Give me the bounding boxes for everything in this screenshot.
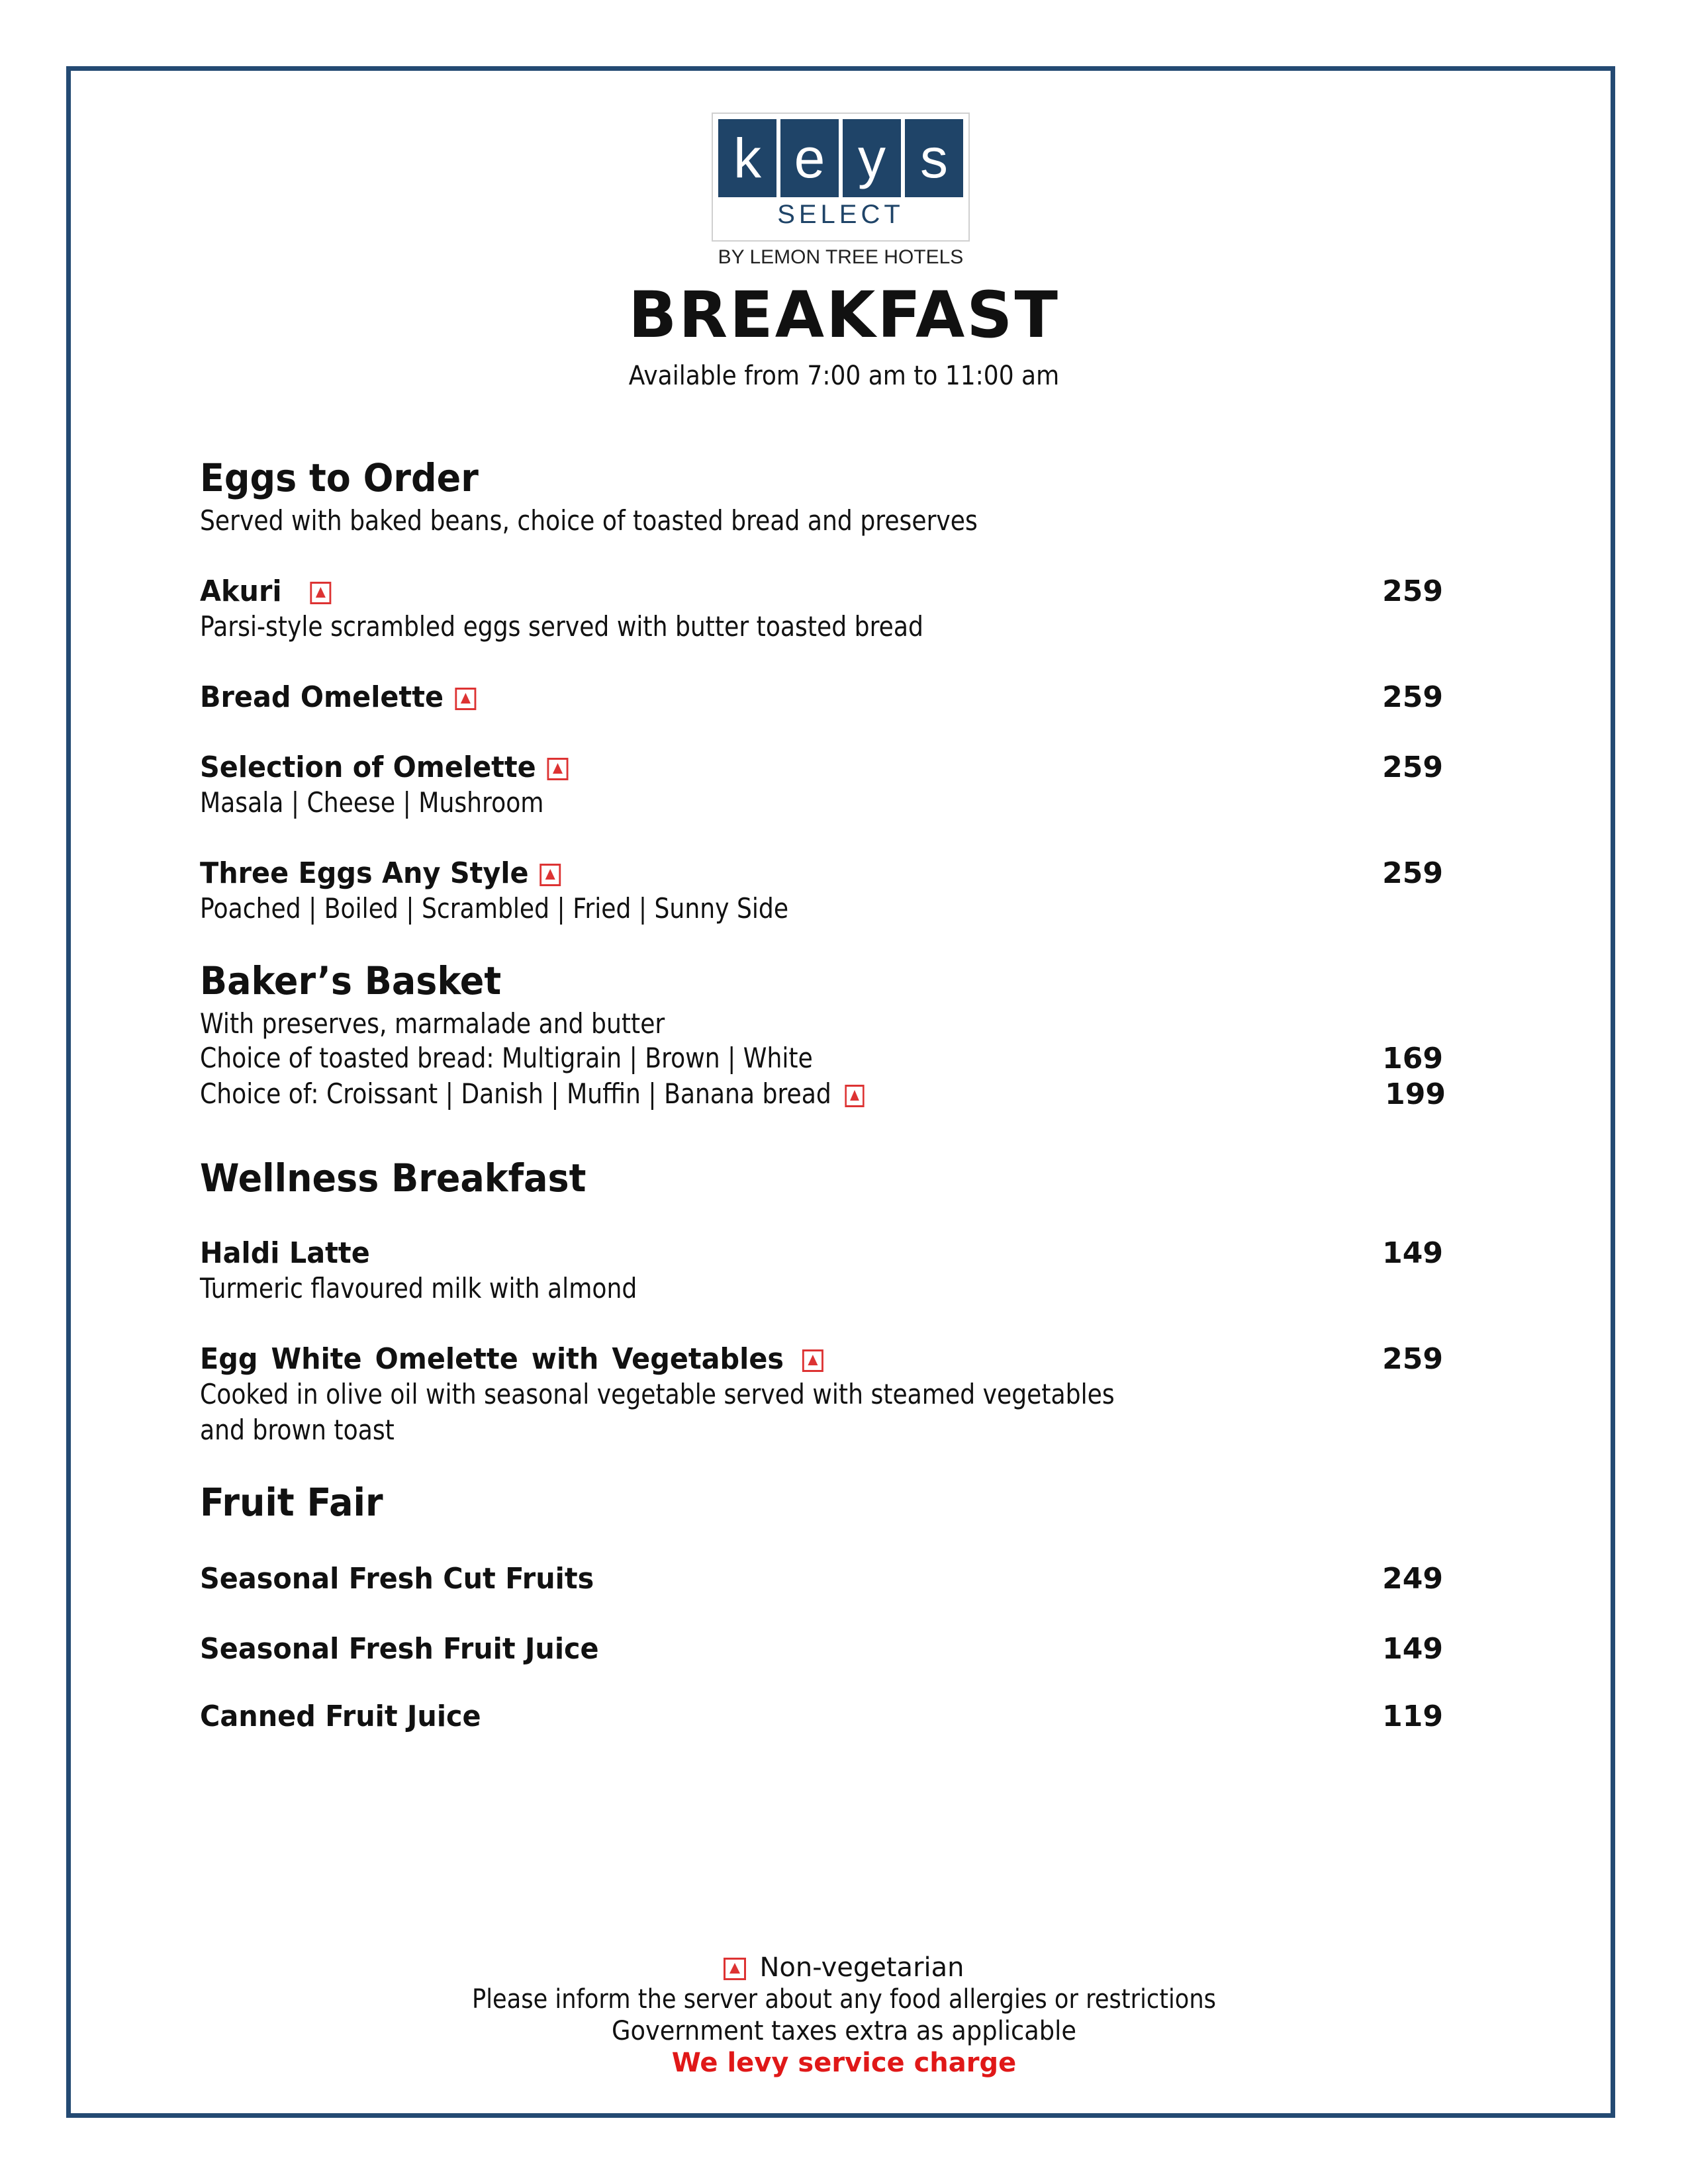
non-veg-icon — [802, 1349, 823, 1372]
item-name: Bread Omelette — [200, 680, 444, 714]
section-desc-eggs: Served with baked beans, choice of toasted bread and preserves — [200, 504, 978, 537]
menu-item-fresh-cut-fruits — [200, 1562, 594, 1596]
menu-item-akuri — [200, 574, 332, 608]
item-name: Canned Fruit Juice — [200, 1700, 481, 1733]
footer-legend — [0, 1952, 1688, 1983]
section-desc-bakers: With preserves, marmalade and butter — [200, 1007, 665, 1040]
item-desc-line2: and brown toast — [200, 1414, 395, 1446]
menu-item-haldi-latte — [200, 1236, 370, 1270]
item-name: Selection of Omelette — [200, 751, 536, 784]
item-desc: Parsi-style scrambled eggs served with butter toasted bread — [200, 610, 923, 643]
bakers-pastry-line — [200, 1077, 865, 1110]
item-name: Three Eggs Any Style — [200, 856, 529, 890]
item-name: Seasonal Fresh Fruit Juice — [200, 1632, 599, 1666]
logo-select-text: SELECT — [777, 200, 904, 229]
logo-letter: y — [843, 119, 901, 197]
item-price: 259 — [1382, 680, 1443, 714]
item-desc: Poached | Boiled | Scrambled | Fried | Sunny Side — [200, 892, 789, 925]
menu-item-three-eggs — [200, 856, 561, 890]
item-price: 149 — [1382, 1236, 1443, 1270]
menu-item-fresh-fruit-juice — [200, 1632, 599, 1666]
logo-letter: s — [905, 119, 963, 197]
footer-service-charge: We levy service charge — [671, 2048, 1017, 2078]
footer-tax-note: Government taxes extra as applicable — [611, 2016, 1077, 2046]
logo-letter: k — [718, 119, 776, 197]
non-veg-icon — [455, 688, 476, 710]
menu-item-bread-omelette — [200, 680, 476, 714]
menu-item-selection-of-omelette — [200, 751, 569, 784]
item-price: 259 — [1382, 1342, 1443, 1376]
item-desc-line1: Cooked in olive oil with seasonal vegetable served with steamed vegetables — [200, 1378, 1115, 1410]
item-price: 169 — [1382, 1042, 1443, 1075]
menu-item-canned-fruit-juice — [200, 1700, 481, 1733]
item-name: Egg White Omelette with Vegetables — [200, 1342, 784, 1376]
non-veg-icon — [547, 758, 569, 780]
bakers-bread-line: Choice of toasted bread: Multigrain | Brown | White — [200, 1042, 813, 1074]
item-price: 259 — [1382, 751, 1443, 784]
item-name: Haldi Latte — [200, 1236, 370, 1270]
item-price: 119 — [1382, 1700, 1443, 1733]
item-name: Seasonal Fresh Cut Fruits — [200, 1562, 594, 1596]
section-title-fruit: Fruit Fair — [200, 1480, 383, 1525]
service-hours: Available from 7:00 am to 11:00 am — [628, 361, 1060, 391]
section-title-wellness: Wellness Breakfast — [200, 1156, 586, 1201]
item-price: 259 — [1382, 856, 1443, 890]
item-price: 199 — [1385, 1077, 1446, 1111]
page-title: BREAKFAST — [628, 278, 1060, 352]
non-veg-icon — [724, 1958, 746, 1980]
logo-byline: BY LEMON TREE HOTELS — [718, 246, 964, 268]
legend-label: Non-vegetarian — [759, 1952, 964, 1983]
keys-select-logo — [712, 113, 970, 242]
non-veg-icon — [540, 864, 561, 886]
item-price: 149 — [1382, 1632, 1443, 1666]
non-veg-icon — [845, 1085, 864, 1107]
footer-allergy-note: Please inform the server about any food allergies or restrictions — [471, 1984, 1216, 2015]
section-title-eggs: Eggs to Order — [200, 455, 479, 500]
section-title-bakers: Baker’s Basket — [200, 958, 502, 1003]
logo-letter: e — [780, 119, 839, 197]
item-text: Choice of: Croissant | Danish | Muffin | Banana bread — [200, 1077, 831, 1110]
item-price: 249 — [1382, 1562, 1443, 1596]
item-name: Akuri — [200, 574, 282, 608]
item-desc: Turmeric flavoured milk with almond — [200, 1272, 637, 1304]
non-veg-icon — [310, 582, 332, 604]
item-desc: Masala | Cheese | Mushroom — [200, 786, 544, 819]
item-price: 259 — [1382, 574, 1443, 608]
menu-item-egg-white-omelette — [200, 1342, 823, 1376]
